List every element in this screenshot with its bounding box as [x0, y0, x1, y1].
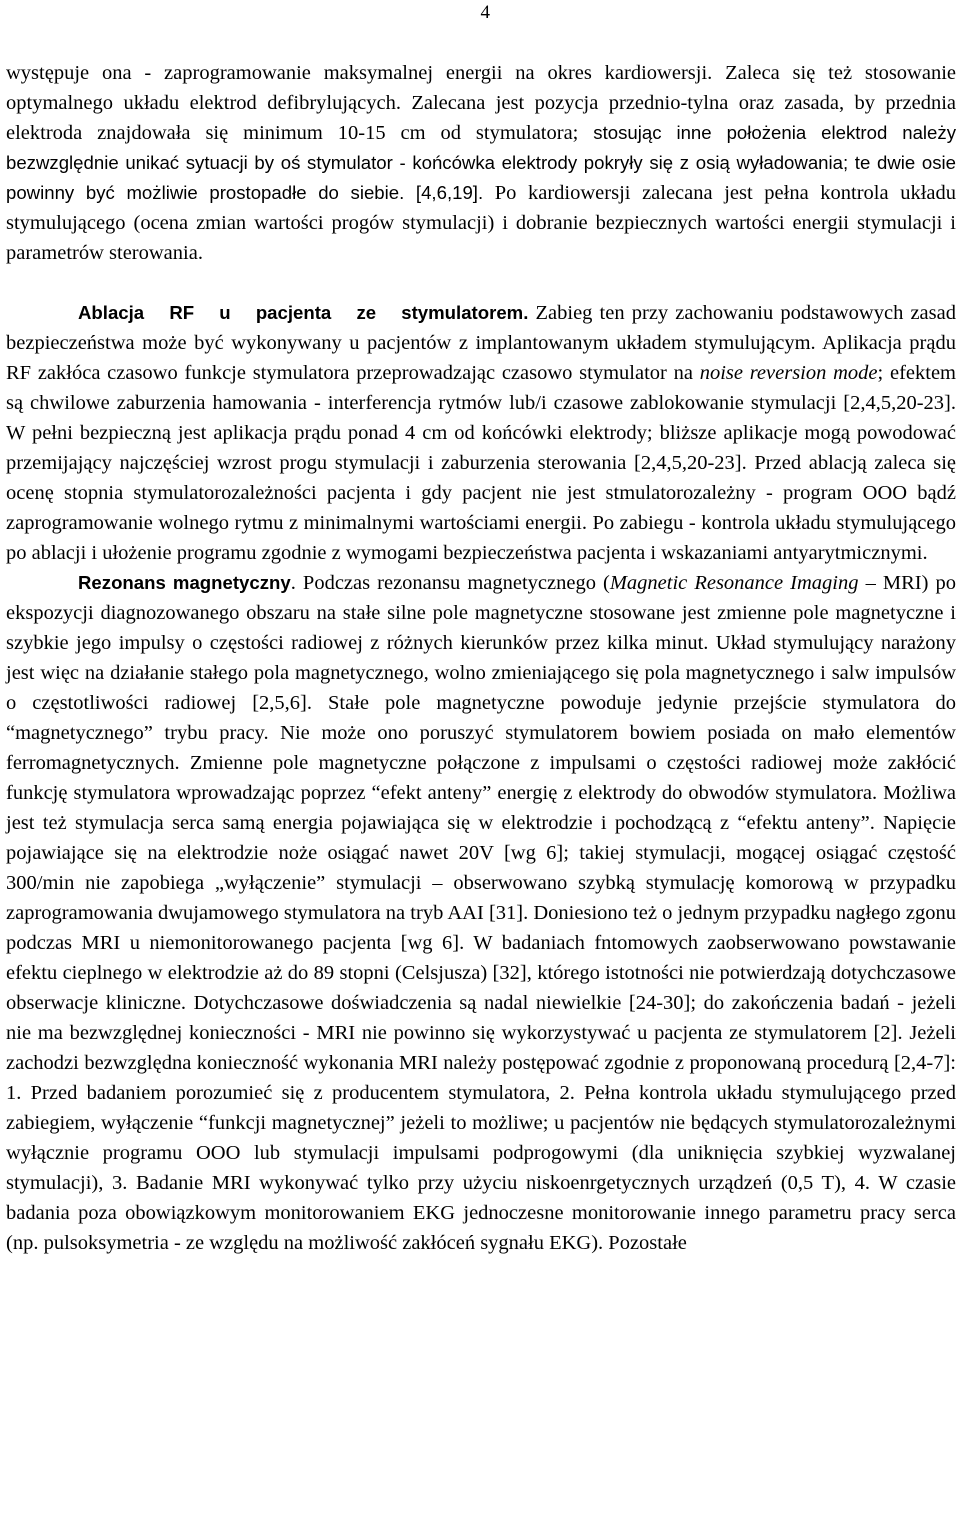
paragraph-text: Zabieg ten przy zachowaniu podstawowych zasad bezpieczeństwa może być wykonywany u pacjentów z implantowanym układem stymulującym. Aplikacja prądu RF zakłóca czasowo funkcje stymulatora przeprowadzając czasowo stymulator na	[6, 302, 956, 384]
paragraph-text: występuje ona - zaprogramowanie maksymalnej energii na okres kardiowersji. Zaleca się też stosowanie optymalnego układu elektrod defibrylujących. Zalecana jest pozycja przednio-tylna oraz zasada, by przednia elektroda znajdowała się minimum 10-15 cm od stymulatora;	[6, 62, 956, 144]
section-heading-mri: Rezonans magnetyczny	[78, 572, 291, 593]
page-number: 4	[480, 2, 490, 23]
paragraph-text-sans: stosując inne położenia elektrod należy bezwzględnie unikać sytuacji by oś stymulator - końcówka elektrody pokryły się z osią wyładowania; te dwie osie powinny być możliwie prostopadłe do siebie. [4,6,19].	[6, 122, 956, 203]
paragraph-text: Po kardiowersji zalecana jest pełna kontrola układu stymulującego (ocena zmian wartości progów stymulacji) i dobranie bezpiecznych wartości energii stymulacji i parametrów sterowania.	[6, 182, 956, 264]
paragraph-text: ; efektem są chwilowe zaburzenia hamowania - interferencja rytmów lub/i czasowe zablokowanie stymulacji [2,4,5,20-23]. W pełni bezpieczną jest aplikacja prądu ponad 4 cm od końcówki elektrody; bliższe aplikacje mogą powodować przemijający najczęściej wzrost progu stymulacji i zaburzenia sterowania [2,4,5,20-23]. Przed ablacją zaleca się ocenę stopnia stymulatorozależności pacjenta i gdy pacjent nie jest stmulatorozależny - program OOO bądź zaprogramowanie wolnego rytmu z minimalnymi wartościami energii. Po zabiegu - kontrola układu stymulującego po ablacji i ułożenie programu zgodnie z wymogami bezpieczeństwa pacjenta i wskazaniami antyarytmicznymi.	[6, 362, 956, 564]
paragraph-mri	[6, 568, 956, 1258]
section-heading-rf-ablation: Ablacja RF u pacjenta ze stymulatorem.	[78, 302, 529, 323]
paragraph-text: – MRI) po ekspozycji diagnozowanego obszaru na stałe silne pole magnetyczne stosowane jest zmienne pole magnetyczne i szybkie jego impulsy o częstości radiowej z różnych kierunków przez kilka minut. Układ stymulujący narażony jest więc na działanie stałego pola magnetycznego, wolno zmieniającego się pola magnetycznego i salw impulsów o częstotliwości radiowej [2,5,6]. Stałe pole magnetyczne powoduje jedynie przejście stymulatora do “magnetycznego” trybu pracy. Nie może ono poruszyć stymulatorem bowiem posiada on mało elementów ferromagnetycznych. Zmienne pole magnetyczne połączone z impulsami o częstości radiowej może zakłócić funkcję stymulatora wprowadzając poprzez “efekt anteny” energię z elektrody do obwodów stymulatora. Możliwa jest też stymulacja serca samą energia pojawiająca się w elektrodzie i pochodzącą z “efektu anteny”. Napięcie pojawiające się na elektrodzie noże osiągać nawet 20V [wg 6]; takiej stymulacji, mogącej osiągać częstość 300/min nie zapobiega „wyłączenie” stymulacji – obserwowano szybką stymulację komorową w przypadku zaprogramowania dwujamowego stymulatora na tryb AAI [31]. Doniesiono też o jednym przypadku nagłego zgonu podczas MRI u niemonitorowanego pacjenta [wg 6]. W badaniach fntomowych zaobserwowano powstawanie efektu cieplnego w elektrodzie aż do 89 stopni (Celsjusza) [32], którego istotności nie potwierdzają dotychczasowe obserwacje kliniczne. Dotychczasowe doświadczenia są nadal niewielkie [24-30]; do zakończenia badań - jeżeli nie ma bezwzględnej konieczności - MRI nie powinno się wykorzystywać u pacjenta ze stymulatorem [2]. Jeżeli zachodzi bezwzględna konieczność wykonania MRI należy postępować zgodnie z proponowaną procedurą [2,4-7]: 1. Przed badaniem porozumieć się z producentem stymulatora, 2. Pełna kontrola układu stymulującego przed zabiegiem, wyłączenie “funkcji magnetycznej” jeżeli to możliwe; u pacjentów nie będących stymulatorozależnymi wyłącznie programu OOO lub stymulacji impulsami podprogowymi (dla uniknięcia szybkiej wyzwalanej stymulacji), 3. Badanie MRI wykonywać tylko przy użyciu niskoenrgetycznych urządzeń (0,5 T), 4. W czasie badania poza obowiązkowym monitorowaniem EKG jednoczesne monitorowanie innego parametru pracy serca (np. pulsoksymetria - ze względu na możliwość zakłóceń sygnału EKG). Pozostałe	[6, 572, 956, 1254]
document-body	[6, 58, 956, 1258]
paragraph-cardioversion	[6, 58, 956, 268]
paragraph-rf-ablation	[6, 298, 956, 568]
paragraph-text: . Podczas rezonansu magnetycznego (	[290, 572, 610, 594]
italic-term: noise reversion mode	[699, 362, 878, 384]
italic-term: Magnetic Resonance Imaging	[609, 572, 859, 594]
